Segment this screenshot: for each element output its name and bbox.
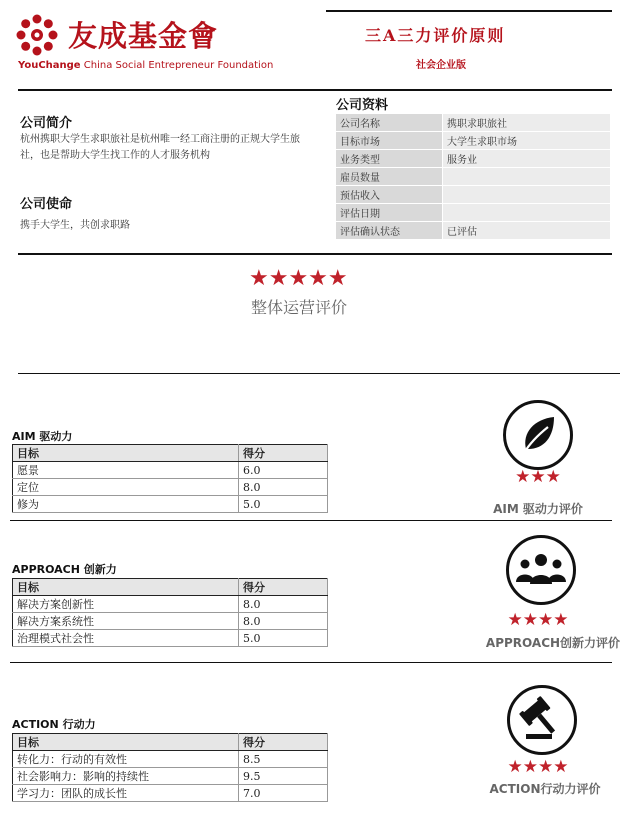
aim-score: 5.0 xyxy=(239,496,328,513)
info-row xyxy=(336,132,610,150)
company-info-table xyxy=(336,114,610,240)
approach-score-table xyxy=(12,578,328,647)
aim-score-row xyxy=(13,479,328,496)
info-key: 评估日期 xyxy=(336,204,443,222)
info-key: 评估确认状态 xyxy=(336,222,443,240)
action-title: ACTION 行动力 xyxy=(12,718,96,731)
company-intro-title: 公司简介 xyxy=(20,116,73,131)
info-row xyxy=(336,150,610,168)
action-item: 社会影响力：影响的持续性 xyxy=(13,768,239,785)
action-item: 学习力：团队的成长性 xyxy=(13,785,239,802)
info-key: 目标市场 xyxy=(336,132,443,150)
action-score-row xyxy=(13,751,328,768)
action-col-item: 目标 xyxy=(13,734,239,751)
action-stars: ★★★★ xyxy=(507,757,569,777)
approach-badge xyxy=(506,535,576,605)
intro-bottom-rule xyxy=(18,253,612,255)
info-value: 携职求职旅社 xyxy=(443,114,611,132)
info-value: 大学生求职市场 xyxy=(443,132,611,150)
aim-badge-label: AIM 驱动力评价 xyxy=(493,502,583,516)
aim-score-row xyxy=(13,462,328,479)
action-score-table xyxy=(12,733,328,802)
action-score: 9.5 xyxy=(239,768,328,785)
header-bottom-rule xyxy=(18,89,612,91)
aim-score-row xyxy=(13,496,328,513)
approach-score-row xyxy=(13,630,328,647)
company-intro-text: 杭州携职大学生求职旅社是杭州唯一经工商注册的正规大学生旅社，也是帮助大学生找工作的人才服务机构 xyxy=(20,134,300,161)
info-value: 已评估 xyxy=(443,222,611,240)
report-subtitle: 社会企业版 xyxy=(416,60,466,71)
info-key: 预估收入 xyxy=(336,186,443,204)
action-badge xyxy=(507,685,577,755)
company-mission-title: 公司使命 xyxy=(20,197,73,212)
aim-col-score: 得分 xyxy=(239,445,328,462)
leaf-icon xyxy=(506,403,570,467)
people-icon xyxy=(509,538,573,602)
company-mission-text: 携手大学生，共创求职路 xyxy=(20,220,130,231)
logo-chinese-name: 友成基金會 xyxy=(68,19,219,53)
info-value: 服务业 xyxy=(443,150,611,168)
aim-col-item: 目标 xyxy=(13,445,239,462)
info-key: 雇员数量 xyxy=(336,168,443,186)
logo-english-name xyxy=(18,60,273,71)
aim-item: 定位 xyxy=(13,479,239,496)
logo-flower-icon xyxy=(16,14,58,56)
aim-score: 8.0 xyxy=(239,479,328,496)
info-row xyxy=(336,114,610,132)
info-row xyxy=(336,186,610,204)
logo-foundation-name: China Social Entrepreneur Foundation xyxy=(83,60,274,71)
header-top-rule xyxy=(326,10,612,12)
overall-bottom-rule xyxy=(18,373,620,374)
aim-title: AIM 驱动力 xyxy=(12,430,73,443)
info-key: 公司名称 xyxy=(336,114,443,132)
action-score: 7.0 xyxy=(239,785,328,802)
overall-stars: ★★★★★ xyxy=(249,266,348,291)
info-value xyxy=(443,204,611,222)
aim-item: 愿景 xyxy=(13,462,239,479)
approach-score-row xyxy=(13,596,328,613)
info-value xyxy=(443,186,611,204)
aim-item: 修为 xyxy=(13,496,239,513)
approach-bottom-rule xyxy=(10,662,612,663)
approach-score-row xyxy=(13,613,328,630)
approach-stars: ★★★★ xyxy=(507,610,569,630)
approach-item: 解决方案创新性 xyxy=(13,596,239,613)
company-info-title: 公司资料 xyxy=(336,98,389,113)
approach-col-score: 得分 xyxy=(239,579,328,596)
action-score: 8.5 xyxy=(239,751,328,768)
aim-score-table xyxy=(12,444,328,513)
aim-bottom-rule xyxy=(10,520,612,521)
approach-item: 解决方案系统性 xyxy=(13,613,239,630)
approach-score: 8.0 xyxy=(239,613,328,630)
action-badge-label: ACTION行动力评价 xyxy=(489,782,601,796)
action-item: 转化力：行动的有效性 xyxy=(13,751,239,768)
approach-badge-label: APPROACH创新力评价 xyxy=(485,636,621,650)
aim-badge xyxy=(503,400,573,470)
approach-score: 5.0 xyxy=(239,630,328,647)
info-value xyxy=(443,168,611,186)
approach-score: 8.0 xyxy=(239,596,328,613)
approach-col-item: 目标 xyxy=(13,579,239,596)
info-row xyxy=(336,168,610,186)
aim-score: 6.0 xyxy=(239,462,328,479)
info-row xyxy=(336,222,610,240)
approach-title: APPROACH 创新力 xyxy=(12,563,117,576)
report-title: 三A三力评价原则 xyxy=(365,26,506,45)
info-row xyxy=(336,204,610,222)
info-key: 业务类型 xyxy=(336,150,443,168)
action-score-row xyxy=(13,785,328,802)
action-score-row xyxy=(13,768,328,785)
action-col-score: 得分 xyxy=(239,734,328,751)
approach-item: 治理模式社会性 xyxy=(13,630,239,647)
overall-label: 整体运营评价 xyxy=(251,298,348,317)
aim-stars: ★★★ xyxy=(515,467,561,487)
gavel-icon xyxy=(510,688,574,752)
logo-brand: YouChange xyxy=(18,60,81,71)
